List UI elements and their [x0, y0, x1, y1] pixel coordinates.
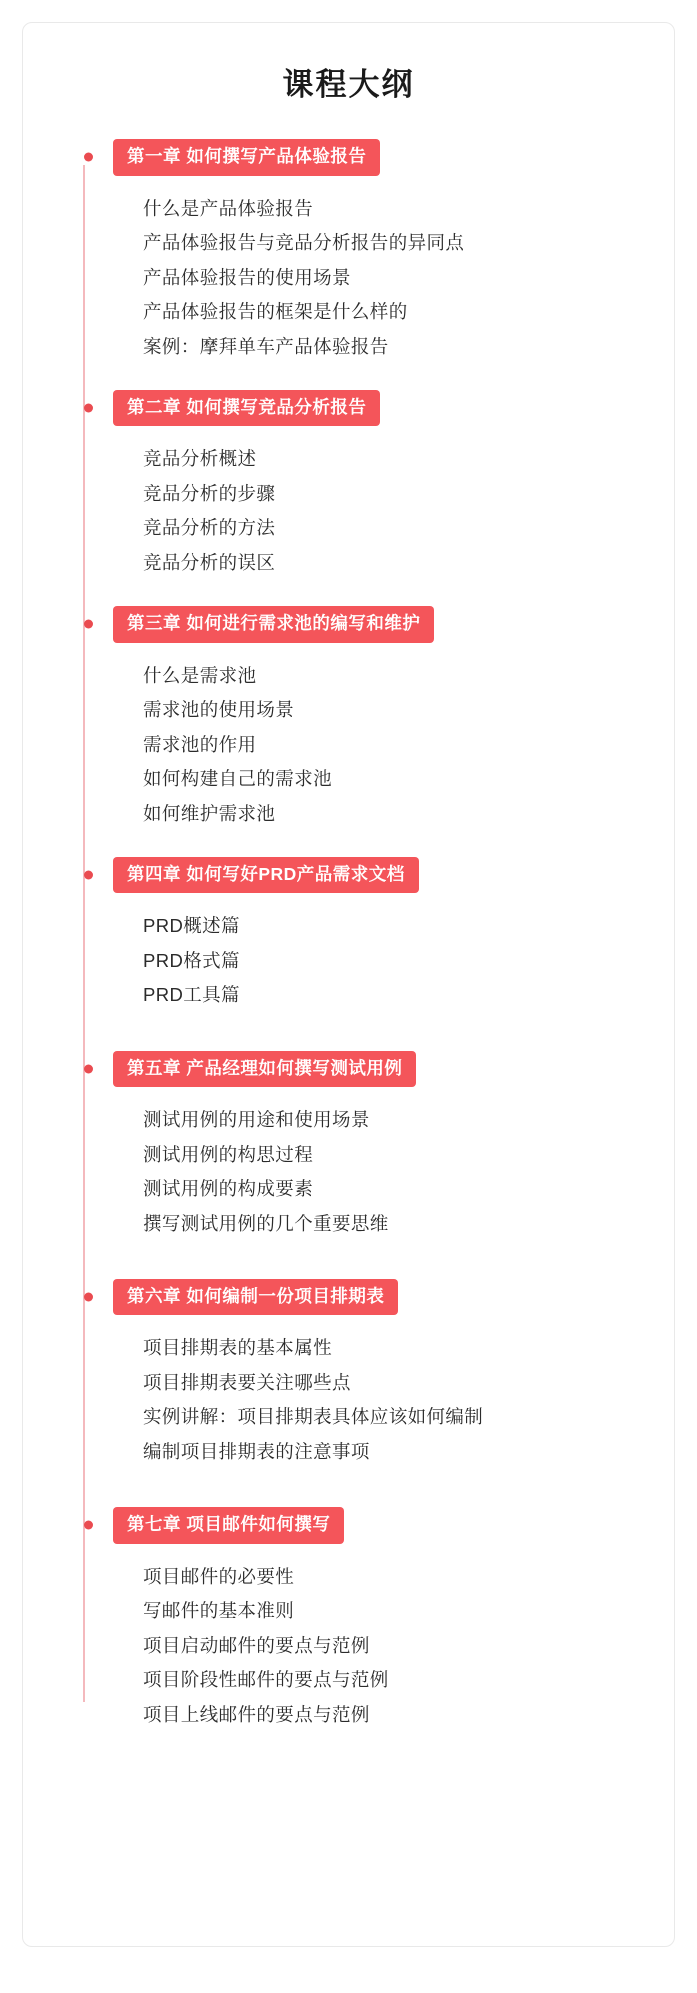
list-item: 测试用例的构成要素: [143, 1178, 314, 1200]
chapter-1: [83, 139, 644, 364]
chapter-2-header[interactable]: [113, 390, 644, 426]
list-item: 竞品分析的方法: [143, 517, 276, 539]
list-item: 需求池的使用场景: [143, 699, 295, 721]
timeline-dot-icon: [84, 1293, 93, 1302]
chapter-7-items: [143, 1560, 644, 1733]
chapter-6-label: 第六章 如何编制一份项目排期表: [113, 1279, 398, 1315]
chapter-5: [83, 1051, 644, 1241]
list-item: PRD概述篇: [143, 915, 240, 937]
list-item: 项目邮件的必要性: [143, 1565, 295, 1587]
chapter-3-items: [143, 659, 644, 832]
timeline-dot-icon: [84, 153, 93, 162]
list-item: 如何维护需求池: [143, 802, 276, 824]
chapter-5-header[interactable]: [113, 1051, 644, 1087]
list-item: 测试用例的用途和使用场景: [143, 1109, 370, 1131]
chapter-7: [83, 1507, 644, 1732]
course-outline: [53, 139, 644, 1732]
list-item: 什么是需求池: [143, 664, 257, 686]
list-item: 编制项目排期表的注意事项: [143, 1440, 370, 1462]
chapter-4-items: [143, 909, 644, 1013]
timeline-dot-icon: [84, 620, 93, 629]
chapter-2: [83, 390, 644, 580]
chapter-3-label: 第三章 如何进行需求池的编写和维护: [113, 606, 434, 642]
chapter-2-label: 第二章 如何撰写竞品分析报告: [113, 390, 380, 426]
list-item: 什么是产品体验报告: [143, 197, 314, 219]
list-item: 项目启动邮件的要点与范例: [143, 1634, 370, 1656]
list-item: 产品体验报告的使用场景: [143, 266, 351, 288]
timeline-dot-icon: [84, 871, 93, 880]
list-item: 项目上线邮件的要点与范例: [143, 1703, 370, 1725]
spacer: [83, 1021, 644, 1051]
chapter-6-items: [143, 1331, 644, 1469]
timeline-dot-icon: [84, 1064, 93, 1073]
chapter-3-header[interactable]: [113, 606, 644, 642]
chapter-5-items: [143, 1103, 644, 1241]
chapter-2-items: [143, 442, 644, 580]
chapter-1-label: 第一章 如何撰写产品体验报告: [113, 139, 380, 175]
chapter-6: [83, 1279, 644, 1469]
list-item: 测试用例的构思过程: [143, 1143, 314, 1165]
chapter-4-label: 第四章 如何写好PRD产品需求文档: [113, 857, 419, 893]
spacer: [83, 1249, 644, 1279]
list-item: 项目排期表要关注哪些点: [143, 1371, 351, 1393]
list-item: 案例：摩拜单车产品体验报告: [143, 335, 389, 357]
list-item: 撰写测试用例的几个重要思维: [143, 1212, 389, 1234]
chapter-1-items: [143, 192, 644, 365]
spacer: [83, 588, 644, 606]
list-item: 如何构建自己的需求池: [143, 768, 333, 790]
chapter-4: [83, 857, 644, 1013]
list-item: 产品体验报告的框架是什么样的: [143, 301, 408, 323]
spacer: [83, 372, 644, 390]
list-item: 项目排期表的基本属性: [143, 1337, 333, 1359]
chapter-7-header[interactable]: [113, 1507, 644, 1543]
chapter-1-header[interactable]: [113, 139, 644, 175]
chapter-6-header[interactable]: [113, 1279, 644, 1315]
chapter-7-label: 第七章 项目邮件如何撰写: [113, 1507, 344, 1543]
page-title: 课程大纲: [282, 67, 415, 102]
timeline-dot-icon: [84, 1521, 93, 1530]
list-item: 写邮件的基本准则: [143, 1600, 295, 1622]
list-item: 竞品分析概述: [143, 448, 257, 470]
list-item: 实例讲解：项目排期表具体应该如何编制: [143, 1406, 484, 1428]
outline-card: [22, 22, 675, 1947]
list-item: PRD工具篇: [143, 984, 240, 1006]
spacer: [83, 1477, 644, 1507]
chapter-4-header[interactable]: [113, 857, 644, 893]
chapter-5-label: 第五章 产品经理如何撰写测试用例: [113, 1051, 416, 1087]
spacer: [83, 839, 644, 857]
list-item: 产品体验报告与竞品分析报告的异同点: [143, 232, 465, 254]
list-item: 竞品分析的误区: [143, 551, 276, 573]
chapter-3: [83, 606, 644, 831]
timeline-dot-icon: [84, 404, 93, 413]
list-item: PRD格式篇: [143, 949, 240, 971]
list-item: 需求池的作用: [143, 733, 257, 755]
list-item: 竞品分析的步骤: [143, 482, 276, 504]
list-item: 项目阶段性邮件的要点与范例: [143, 1669, 389, 1691]
